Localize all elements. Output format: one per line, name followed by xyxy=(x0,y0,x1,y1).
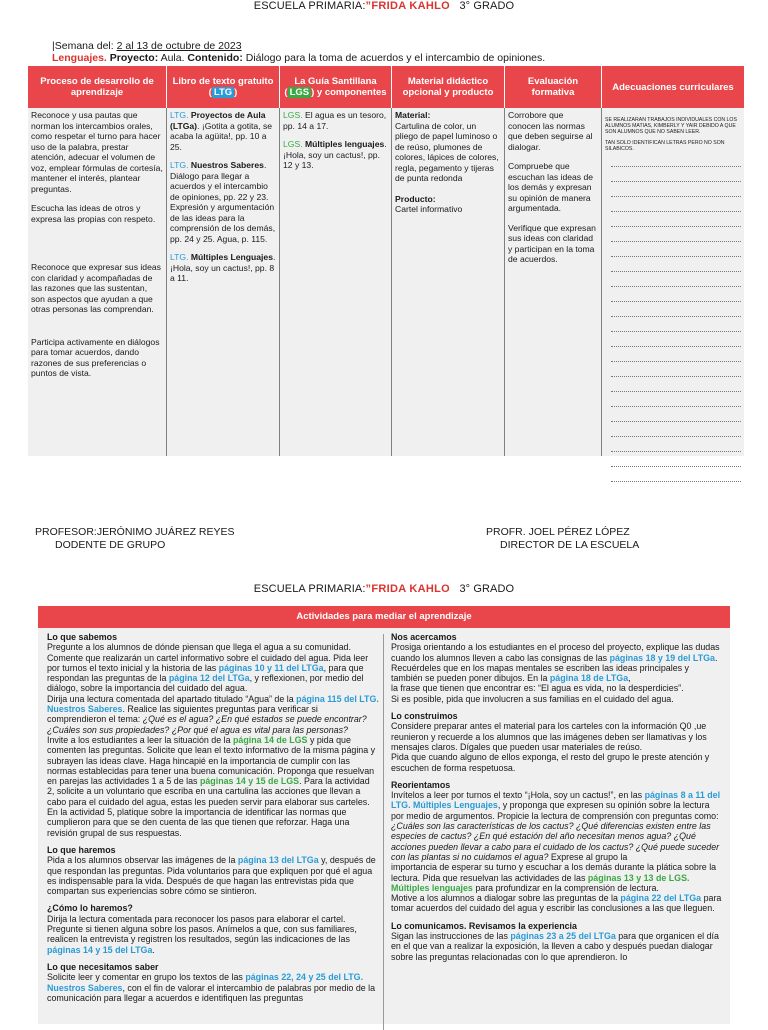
dotted-line xyxy=(611,335,741,347)
dotted-line xyxy=(611,230,741,242)
section-title: Reorientamos xyxy=(391,779,451,790)
project-value: Aula. xyxy=(160,52,185,64)
section-title: ¿Cómo lo haremos? xyxy=(47,903,133,914)
grade: 3° GRADO xyxy=(459,0,515,12)
director-signature xyxy=(486,526,639,552)
dotted-line xyxy=(611,455,741,467)
content-value: Diálogo para la toma de acuerdos y el intercambio de opiniones. xyxy=(245,52,546,64)
material-column xyxy=(392,108,505,456)
director-role: DIRECTOR DE LA ESCUELA xyxy=(500,539,640,551)
section-text: Si es posible, pida que involucren a sus familias en el cuidado del agua. xyxy=(391,693,674,704)
planning-table-body xyxy=(28,108,744,456)
section-text: Considere preparar antes el material para los carteles con la información Q0 ,ue reunieron y recuerde a los alumnos que las imágenes deben ser llamativas y los mensajes claros. Dígales que pueden usar materiales de reúso. xyxy=(391,721,707,752)
lgs-badge: LGS xyxy=(289,87,310,98)
planning-table-header xyxy=(28,66,744,108)
adequation-item: SE REALIZARAN TRABAJOS INDIVIDUALES CON LOS ALUMNOS MATIAS, KIMBERLY Y YAIR DEBIDO A QUE SON ALUMNOS QUE NO SABEN LEER. xyxy=(605,117,737,135)
lgs-item: LGS. Múltiples lenguajes. ¡Hola, soy un cactus!, pp. 12 y 13. xyxy=(283,139,387,170)
header-evaluation: Evaluación formativa xyxy=(505,66,602,108)
section-text: Prosiga orientando a los estudiantes en el proceso del proyecto, explique las dudas cuando los alumnos lleven a cabo las consignas de las páginas 18 y 19 del LTGa. Recuérdeles que en los mapas mentales se escriben las ideas principales y también se pueden poner dibujos. En la página 18 de LTGa, xyxy=(391,642,720,684)
section-text: Invite a los estudiantes a leer la situación de la página 14 de LGS y pida que comenten las preguntas. Solicite que lean el texto informativo de la misma página y subrayen las ideas clave. Haga hincapié en la importancia de cumplir con las normas establecidas para tener una buena comunicación. Proponga que resuelvan en parejas las actividades 1 a 5 de las páginas 14 y 15 de LGS. Para la actividad 2, solicite a un voluntario que escriba en una cartulina las acciones que llevan a cabo para el cuidado del agua, estas les pueden servir para elaborar sus carteles. En la actividad 5, platique sobre la importancia de identificar las normas que cumplieron para que se den cuenta de las que tienen que reforzar. Haga una revisión grupal de sus respuestas. xyxy=(47,734,376,838)
section-title: Lo que haremos xyxy=(47,844,116,855)
section-text: Invítelos a leer por turnos el texto “¡Hola, soy un cactus!”, en las páginas 8 a 11 del LTG. Múltiples Lenguajes, y proponga que expresen su opinión sobre la lectura por medio de argumentos. Propicie la lectura de comprensión con preguntas como: ¿Cuáles son las características de los cactus? ¿Qué diferencias existen entre las especies de cactus? ¿En qué estación del año necesitan menos agua? ¿Qué acciones pueden llevar a cabo para el cuidado de los cactus? ¿Qué puede suceder con las plantas si no cuidamos el agua? Exprese al grupo la xyxy=(391,790,721,862)
adequation-item: TAN SOLO IDENTIFICAN LETRAS PERO NO SON SILABICOS. xyxy=(605,140,725,152)
section-text: Motive a los alumnos a dialogar sobre las preguntas de la página 22 del LTGa para tomar acuerdos del cuidado del agua y escribir las conclusiones a las que lleguen. xyxy=(391,893,722,914)
section-text: Pida que cuando alguno de ellos exponga, el resto del grupo le preste atención y escuchen de forma respetuosa. xyxy=(391,752,710,773)
section-title: Lo comunicamos. Revisamos la experiencia xyxy=(391,920,577,931)
header-lgs: La Guía Santillana ( LGS ) y componentes xyxy=(280,66,392,108)
dotted-line xyxy=(611,320,741,332)
dotted-line xyxy=(611,425,741,437)
ltg-item: LTG. Múltiples Lenguajes. ¡Hola, soy un cactus!, pp. 8 a 11. xyxy=(170,252,276,283)
activities-title: Actividades para mediar el aprendizaje xyxy=(38,606,730,628)
teacher-signature xyxy=(35,526,235,552)
school-name: ”FRIDA KAHLO xyxy=(365,0,450,12)
field-name: Lenguajes. xyxy=(52,52,107,64)
section-text: Solicite leer y comentar en grupo los textos de las páginas 22, 24 y 25 del LTG. Nuestros Saberes, con el fin de valorar el intercambio de palabras por medio de la comunicación para llegar a acuerdos e identifiquen las preguntas xyxy=(47,972,376,1003)
activities-section xyxy=(38,606,730,1024)
section-text: Pida a los alumnos observar las imágenes de la página 13 del LTGa y, después de que respondan las preguntas. Pida voluntarios para que expliquen por qué el agua es indispensable para la vida. Después de que hagan las entrevistas pida que compartan sus experiencias sobre cómo se sintieron. xyxy=(47,855,376,897)
school-name: ”FRIDA KAHLO xyxy=(365,583,450,595)
lgs-item: LGS. El agua es un tesoro, pp. 14 a 17. xyxy=(283,110,387,131)
header-material: Material didáctico opcional y producto xyxy=(392,66,505,108)
school-prefix: ESCUELA PRIMARIA: xyxy=(253,583,366,595)
dotted-line xyxy=(611,305,741,317)
dotted-line xyxy=(611,395,741,407)
school-header-2 xyxy=(0,583,768,595)
product-label: Producto: xyxy=(395,193,436,204)
ltg-item: LTG. Nuestros Saberes. Diálogo para llegar a acuerdos y el intercambio de opiniones, pp. 22 y 23. Expresión y argumentación de las ideas para la comprensión de los demás, pp. 24 y 25. Agua, p. 115. xyxy=(170,160,276,244)
activities-left-column xyxy=(47,632,379,1003)
teacher-role: DODENTE DE GRUPO xyxy=(55,539,166,551)
ltg-column xyxy=(167,108,280,456)
grade: 3° GRADO xyxy=(459,583,515,595)
dotted-line xyxy=(611,440,741,452)
dotted-line xyxy=(611,260,741,272)
section-title: Lo construimos xyxy=(391,711,458,722)
dotted-line xyxy=(611,155,741,167)
header-ltg: Libro de texto gratuito ( LTG ) xyxy=(167,66,280,108)
evaluation-item: Corrobore que conocen las normas que deben seguirse al dialogar. xyxy=(508,110,593,152)
evaluation-item: Verifique que expresan sus ideas con claridad y participan en la toma de acuerdos. xyxy=(508,222,596,264)
dotted-line xyxy=(611,365,741,377)
activities-right-column xyxy=(391,632,722,962)
evaluation-column xyxy=(505,108,602,456)
header-process: Proceso de desarrollo de aprendizaje xyxy=(28,66,167,108)
dotted-line xyxy=(611,275,741,287)
evaluation-item: Compruebe que escuchan las ideas de los demás y expresan su opinión de manera argumentada. xyxy=(508,161,594,213)
header-adequations: Adecuaciones curriculares xyxy=(612,81,734,93)
school-prefix: ESCUELA PRIMARIA: xyxy=(253,0,366,12)
lgs-column xyxy=(280,108,392,456)
section-text: Pregunte a los alumnos de dónde piensan que llega el agua a su comunidad. Comente que realizarán un cartel informativo sobre el cuidado del agua. Pida leer por turnos el texto inicial y la historia de las páginas 10 y 11 del LTGa, para que respondan las preguntas de la página 12 del LTGa, y reflexionen, por medio del diálogo, sobre la importancia del cuidado del agua. xyxy=(47,642,369,694)
dotted-line xyxy=(611,350,741,362)
section-text: importancia de esperar su turno y escuchar a los demás durante la plática sobre la lectura. Pida que resuelvan las actividades de las páginas 13 y 13 de LGS. Múltiples lenguajes para profundizar en la comprensión de lectura. xyxy=(391,862,717,893)
project-label: Proyecto: xyxy=(109,52,159,64)
process-item: Escucha las ideas de otros y expresa las propias con respeto. xyxy=(31,203,156,224)
process-column xyxy=(28,108,167,456)
section-text: la frase que tienen que encontrar es: “El agua es vida, no la desperdicies”. xyxy=(391,683,684,694)
dotted-line xyxy=(611,410,741,422)
content-label: Contenido: xyxy=(187,52,243,64)
section-title: Lo que sabemos xyxy=(47,632,118,642)
dotted-line xyxy=(611,245,741,257)
dotted-line xyxy=(611,290,741,302)
process-item: Participa activamente en diálogos para tomar acuerdos, dando razones de sus preferencias o puntos de vista. xyxy=(31,336,160,378)
ltg-item: LTG. Proyectos de Aula (LTGa). ¡Gotita a gotita, se acaba la agüita!, pp. 10 a 25. xyxy=(170,110,273,152)
dotted-line xyxy=(611,170,741,182)
section-text: Sigan las instrucciones de las páginas 23 a 25 del LTGa para que organicen el día en el que van a realizar la exposición, la lleven a cabo y después puedan dialogar sobre las preguntas relacionadas con lo que aprendieron. Io xyxy=(391,931,719,962)
ltg-badge: LTG xyxy=(213,87,233,98)
teacher-name: PROFESOR:JERÓNIMO JUÁREZ REYES xyxy=(35,526,235,538)
dotted-line xyxy=(611,470,741,482)
activities-body xyxy=(38,628,730,1024)
dotted-line xyxy=(611,215,741,227)
dotted-line xyxy=(611,380,741,392)
product-text: Cartel informativo xyxy=(395,204,463,214)
project-line xyxy=(52,52,545,65)
dotted-lines xyxy=(605,155,741,482)
dotted-line xyxy=(611,185,741,197)
section-text: Dirija una lectura comentada del apartado titulado “Agua” de la página 115 del LTG. Nuestros Saberes. Realice las siguientes preguntas para verificar si comprendieron el tema: ¿Qué es el agua? ¿En qué estados se puede encontrar? ¿Cuáles son sus propiedades? ¿Por qué el agua es vital para las personas? xyxy=(47,693,379,735)
section-title: Nos acercamos xyxy=(391,632,457,642)
planning-table xyxy=(28,66,744,456)
dotted-line xyxy=(611,200,741,212)
column-divider xyxy=(383,634,384,1030)
school-header xyxy=(0,0,768,12)
week-label: |Semana del: xyxy=(52,40,114,52)
section-title: Lo que necesitamos saber xyxy=(47,961,159,972)
director-name: PROFR. JOEL PÉREZ LÓPEZ xyxy=(486,526,630,538)
week-dates: 2 al 13 de octubre de 2023 xyxy=(116,40,242,52)
material-text: Cartulina de color, un pliego de papel luminoso o de reúso, plumones de colores, lápices de colores, regla, pegamento y tijeras de punta redonda xyxy=(395,120,499,183)
adequations-column xyxy=(602,108,744,456)
process-item: Reconoce que expresar sus ideas con claridad y acompañadas de las razones que las sustentan, son aspectos que ayudan a que otras personas las comprendan. xyxy=(31,262,161,314)
section-text: Dirija la lectura comentada para reconocer los pasos para elaborar el cartel. Pregunte si tienen alguna sobre los pasos. Anímelos a que, con sus familiares, realicen la entrevista y registren los resultados, según las indicaciones de las páginas 14 y 15 del LTGa. xyxy=(47,913,357,955)
material-label: Material: xyxy=(395,110,431,120)
process-item: Reconoce y usa pautas que norman los intercambios orales, como respetar el turno para hacer uso de la palabra, prestar atención, adecuar el volumen de voz, emplear fórmulas de cortesía, mantener el interés, plantear preguntas. xyxy=(31,110,163,194)
